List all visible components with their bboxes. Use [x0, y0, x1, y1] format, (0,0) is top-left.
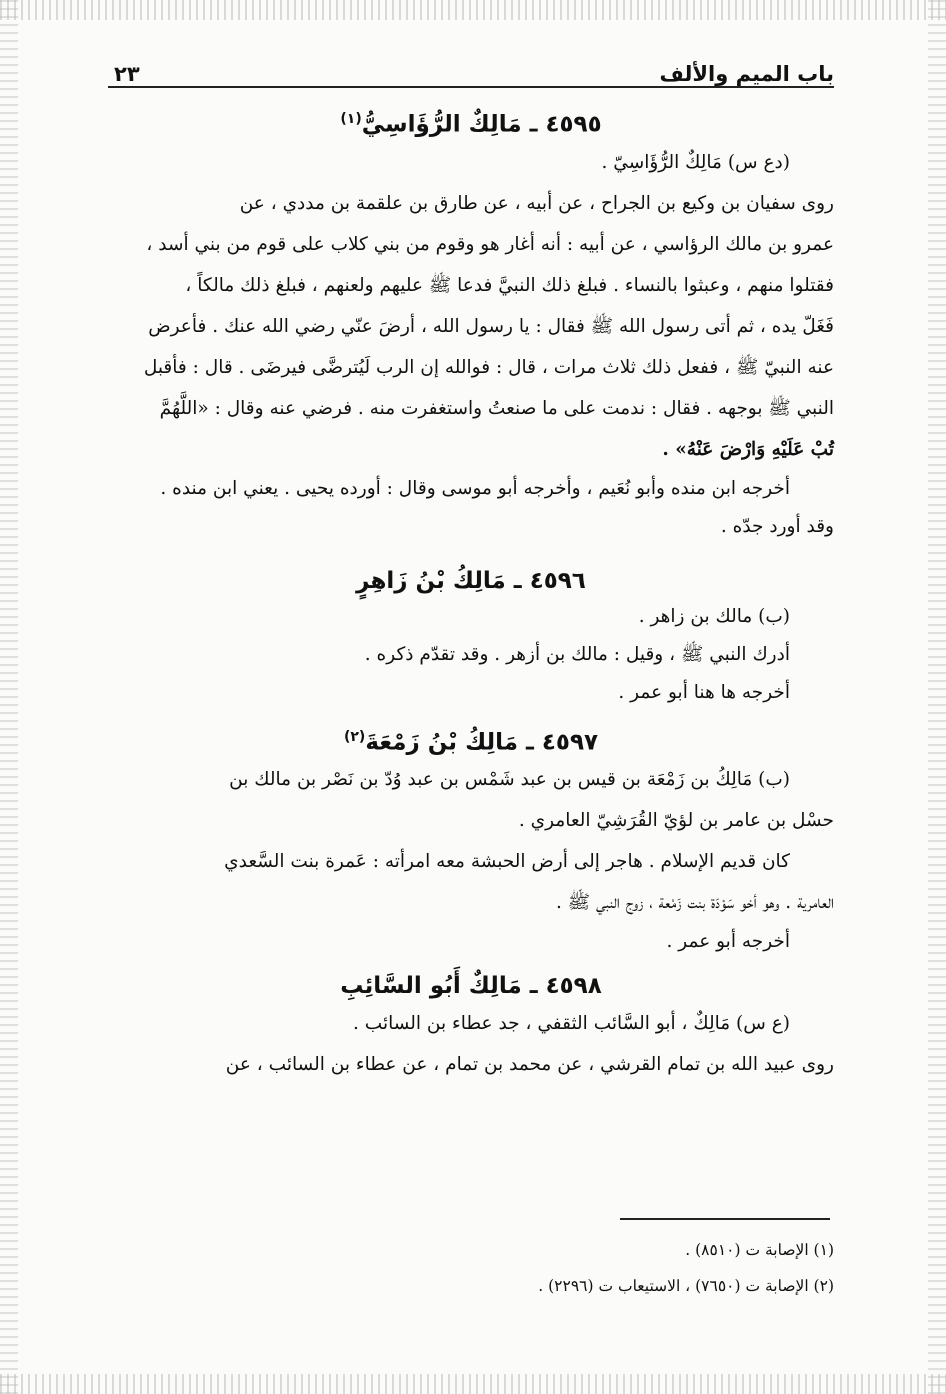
running-header [108, 52, 834, 88]
entry-heading: ٤٥٩٧ ـ مَالِكُ بْنُ زَمْعَةَ$^{(٢)}$ [343, 728, 599, 756]
text-line: النبي ﷺ بوجهه . فقال : ندمت على ما صنعتُ واستغفرت منه . فرضي عنه وقال : «اللَّهُمَّ [159, 397, 834, 419]
decorative-border-right [928, 0, 946, 1394]
text-line: روى سفيان بن وكيع بن الجراح ، عن أبيه ، عن طارق بن علقمة بن مددي ، عن [239, 192, 834, 214]
decorative-border-top [0, 0, 946, 20]
text-line: عمرو بن مالك الرؤاسي ، عن أبيه : أنه أغار هو وقوم من بني كلاب على قوم من بني أسد ، [146, 233, 834, 255]
takhrij-line: أخرجه ابن منده وأبو نُعَيم ، وأخرجه أبو موسى وقال : أورده يحيى . يعني ابن منده . [160, 477, 790, 499]
text-line: كان قديم الإسلام . هاجر إلى أرض الحبشة معه امرأته : عَمرة بنت السَّعدي [224, 851, 790, 873]
takhrij-line: أخرجه ها هنا أبو عمر . [618, 681, 790, 703]
entry-heading: ٤٥٩٨ ـ مَالِكٌ أَبُو السَّائِبِ [340, 973, 602, 1000]
text-line: فقتلوا منهم ، وعبثوا بالنساء . فبلغ ذلك النبيَّ فدعا ﷺ عليهم ولعنهم ، فبلغ ذلك مالكاً ، [185, 274, 834, 296]
chapter-title: باب الميم والألف [659, 62, 834, 86]
text-line: فَغَلّ يده ، ثم أتى رسول الله ﷺ فقال : يا رسول الله ، أرضَ عنّي رضي الله عنك . فأعرض [148, 315, 834, 337]
text-line: عنه النبيّ ﷺ ، ففعل ذلك ثلاث مرات ، قال : فوالله إن الرب لَيُترضَّى فيرضَى . قال : فأقبل [143, 356, 834, 378]
entry-4598 [108, 969, 834, 1085]
hadith-closing: تُبْ عَلَيْهِ وَارْضَ عَنْهُ» . [662, 438, 834, 460]
entry-heading: ٤٥٩٥ ـ مَالِكٌ الرُّؤَاسِيُّ$^{(١)}$ [340, 111, 602, 138]
footnote-2: (٢) الإصابة ت (٧٦٥٠) ، الاستيعاب ت (٢٢٩٦) . [538, 1277, 834, 1295]
entry-heading: ٤٥٩٦ ـ مَالِكُ بْنُ زَاهِرٍ [356, 567, 586, 594]
entry-source: (ع س) مَالِكٌ ، أبو السَّائب الثقفي ، جد عطاء بن السائب . [353, 1013, 790, 1035]
text-line: (ب) مَالِكُ بن زَمْعَة بن قيس بن عبد شَمْس بن عبد وُدّ بن نَصْر بن مالك بن [229, 769, 790, 791]
book-page [108, 52, 834, 1085]
text-line: روى عبيد الله بن تمام القرشي ، عن محمد بن تمام ، عن عطاء بن السائب ، عن [225, 1054, 834, 1076]
footnote-1: (١) الإصابة ت (٨٥١٠) . [685, 1241, 834, 1259]
entry-source: (دع س) مَالِكٌ الرُّؤَاسِيّ . [601, 151, 790, 173]
text-line: العامرية . وهو أخو سَوْدَة بنت زَمْعة ، زوج النبي ﷺ . [555, 892, 834, 914]
footnote-ref: (٢) [343, 728, 366, 745]
footnote-ref: (١) [340, 111, 362, 127]
footnote-separator [620, 1218, 830, 1220]
entry-4595 [108, 102, 834, 546]
text-line: حسْل بن عامر بن لؤيّ القُرَشِيّ العامري . [518, 810, 834, 832]
text-line: أدرك النبي ﷺ ، وقيل : مالك بن أزهر . وقد تقدّم ذكره . [364, 643, 790, 665]
entry-4597 [108, 720, 834, 962]
footnotes [108, 1232, 834, 1304]
page-number: ٢٣ [114, 62, 140, 86]
decorative-border-bottom [0, 1374, 946, 1394]
entry-source: (ب) مالك بن زاهر . [638, 605, 790, 627]
takhrij-line: وقد أورد جدّه . [720, 515, 834, 537]
decorative-border-left [0, 0, 18, 1394]
entry-4596 [108, 564, 834, 712]
takhrij-line: أخرجه أبو عمر . [666, 931, 790, 953]
